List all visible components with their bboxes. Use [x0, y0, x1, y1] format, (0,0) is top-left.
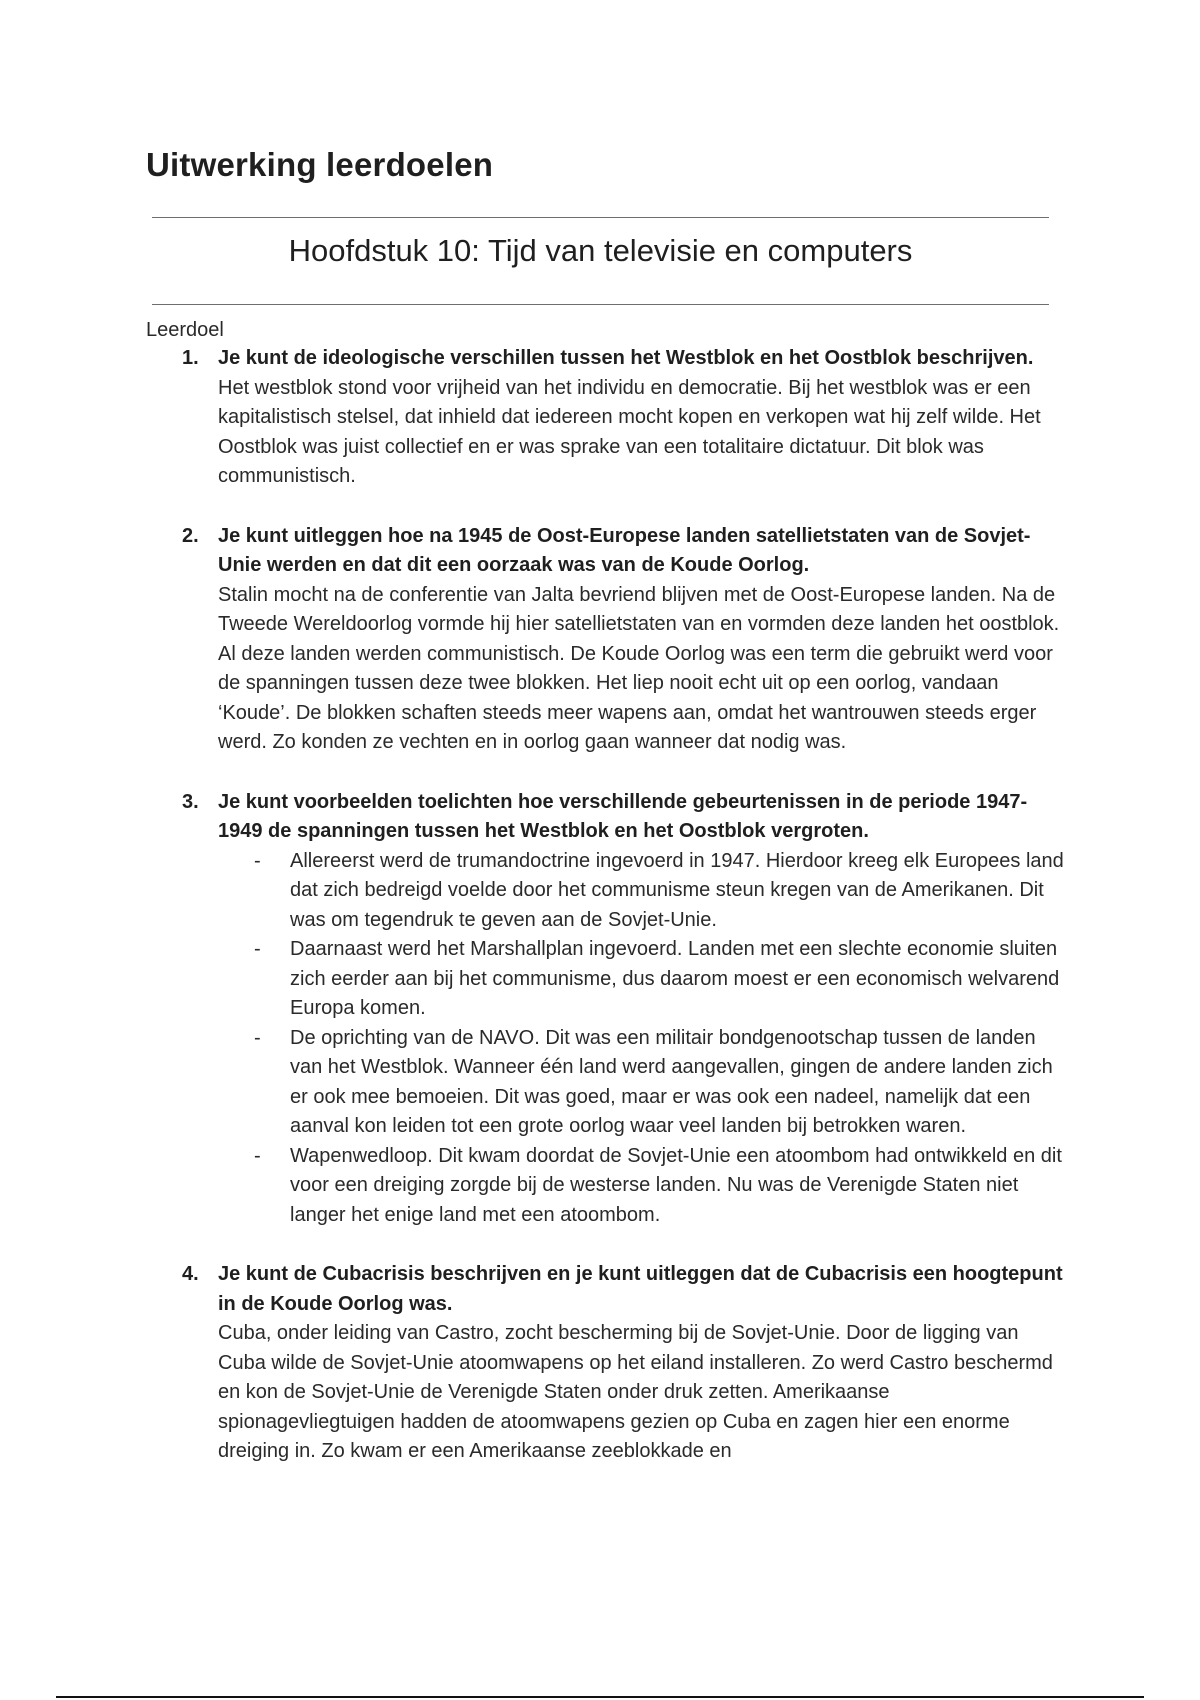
document-title: Uitwerking leerdoelen	[146, 146, 494, 183]
learning-goal-4	[146, 1260, 1066, 1467]
list-item	[218, 935, 1066, 1024]
chapter-rule-bottom	[152, 304, 1049, 305]
dash-bullet: -	[254, 849, 261, 872]
goal-number: 3.	[182, 790, 199, 813]
goal-title: Je kunt uitleggen hoe na 1945 de Oost-Europese landen satellietstaten van de Sovjet-Unie werden en dat dit een oorzaak was van de Koude Oorlog.	[218, 524, 1031, 576]
goal-title: Je kunt de Cubacrisis beschrijven en je kunt uitleggen dat de Cubacrisis een hoogtepunt in de Koude Oorlog was.	[218, 1263, 1063, 1315]
bullet-text: Allereerst werd de trumandoctrine ingevoerd in 1947. Hierdoor kreeg elk Europees land dat zich bedreigd voelde door het communisme steun kregen van de Amerikanen. Dit was om tegendruk te geven aan de Sovjet-Unie.	[290, 849, 1064, 931]
list-item	[218, 1024, 1066, 1142]
bullet-text: Daarnaast werd het Marshallplan ingevoerd. Landen met een slechte economie sluiten zich eerder aan bij het communisme, dus daarom moest er een economisch welvarend Europa komen.	[290, 938, 1060, 1019]
goal-bullet-list	[218, 847, 1066, 1231]
goal-answer: Het westblok stond voor vrijheid van het individu en democratie. Bij het westblok was er een kapitalistisch stelsel, dat inhield dat iedereen mocht kopen en verkopen wat hij zelf wilde. Het Oostblok was juist collectief en er was sprake van een totalitaire dictatuur. Dit blok was communistisch.	[218, 376, 1041, 487]
goal-number: 1.	[182, 347, 199, 369]
chapter-rule-top	[152, 217, 1049, 218]
page-footer-rule	[56, 1696, 1144, 1698]
goal-answer: Cuba, onder leiding van Castro, zocht bescherming bij de Sovjet-Unie. Door de ligging van Cuba wilde de Sovjet-Unie atoomwapens op het eiland installeren. Zo werd Castro beschermd en kon de Sovjet-Unie de Verenigde Staten onder druk zetten. Amerikaanse spionagevliegtuigen hadden de atoomwapens gezien op Cuba en zagen hier een enorme dreiging in. Zo kwam er een Amerikaanse zeeblokkade en	[218, 1322, 1053, 1462]
dash-bullet: -	[254, 938, 261, 960]
goal-number: 2.	[182, 524, 199, 547]
learning-goals-list	[146, 344, 1066, 1497]
dash-bullet: -	[254, 1026, 261, 1049]
learning-goal-2	[146, 522, 1066, 758]
learning-goal-3	[146, 788, 1066, 1231]
bullet-text: De oprichting van de NAVO. Dit was een militair bondgenootschap tussen de landen van het Westblok. Wanneer één land werd aangevallen, gingen de andere landen zich er ook mee bemoeien. Dit was goed, maar er was ook een nadeel, namelijk dat een aanval kon leiden tot een grote oorlog waar veel landen bij betrokken waren.	[290, 1026, 1053, 1137]
dash-bullet: -	[254, 1144, 261, 1167]
goal-title: Je kunt voorbeelden toelichten hoe verschillende gebeurtenissen in de periode 1947-1949 de spanningen tussen het Westblok en het Oostblok vergroten.	[218, 790, 1028, 842]
goal-title: Je kunt de ideologische verschillen tussen het Westblok en het Oostblok beschrijven.	[218, 347, 1034, 369]
chapter-title: Hoofdstuk 10: Tijd van televisie en computers	[288, 233, 913, 268]
goal-answer: Stalin mocht na de conferentie van Jalta bevriend blijven met de Oost-Europese landen. Na de Tweede Wereldoorlog vormde hij hier satellietstaten van en vormden deze landen het oostblok. Al deze landen werden communistisch. De Koude Oorlog was een term die gebruikt werd voor de spanningen tussen deze twee blokken. Het liep nooit echt uit op een oorlog, vandaan ‘Koude’. De blokken schaften steeds meer wapens aan, omdat het wantrouwen steeds erger werd. Zo konden ze vechten en in oorlog gaan wanneer dat nodig was.	[218, 583, 1060, 753]
list-item	[218, 847, 1066, 936]
bullet-text: Wapenwedloop. Dit kwam doordat de Sovjet-Unie een atoombom had ontwikkeld en dit voor een dreiging zorgde bij de westerse landen. Nu was de Verenigde Staten niet langer het enige land met een atoombom.	[290, 1144, 1062, 1226]
leerdoel-label: Leerdoel	[146, 319, 224, 341]
goal-number: 4.	[182, 1263, 199, 1285]
list-item	[218, 1142, 1066, 1231]
learning-goal-1	[146, 344, 1066, 492]
